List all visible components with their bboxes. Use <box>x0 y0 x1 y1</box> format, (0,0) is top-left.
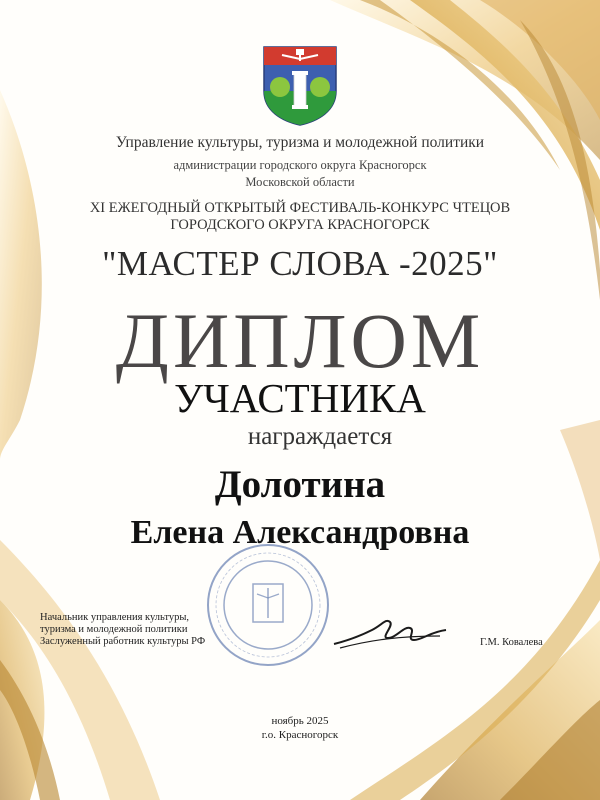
diploma-subtitle: УЧАСТНИКА <box>174 375 426 421</box>
official-stamp-icon <box>205 542 331 668</box>
signature-icon <box>330 600 450 660</box>
contest-title: "МАСТЕР СЛОВА -2025" <box>102 244 498 283</box>
recipient-surname: Долотина <box>214 463 386 506</box>
recipient-name: Елена Александровна <box>130 514 470 551</box>
signatory-position-line2: туризма и молодежной политики <box>40 624 188 635</box>
region-name: Московской области <box>245 175 355 189</box>
coat-of-arms-icon <box>262 45 338 127</box>
department-name: Управление культуры, туризма и молодежной политики <box>115 134 485 151</box>
diploma-title: ДИПЛОМ <box>115 297 485 384</box>
issue-city: г.о. Красногорск <box>261 729 339 741</box>
signatory-position <box>40 612 205 648</box>
festival-title-line2: ГОРОДСКОГО ОКРУГА КРАСНОГОРСК <box>170 217 430 233</box>
signatory-position-line1: Начальник управления культуры, <box>40 612 190 623</box>
awarded-text: награждается <box>247 423 393 450</box>
festival-title-line1: XI ЕЖЕГОДНЫЙ ОТКРЫТЫЙ ФЕСТИВАЛЬ-КОНКУРС ЧТЕЦОВ <box>89 200 511 216</box>
signatory-name: Г.М. Ковалева <box>480 637 543 648</box>
signatory-position-line3: Заслуженный работник культуры РФ <box>40 636 206 647</box>
administration-name: администрации городского округа Красногорск <box>173 158 427 172</box>
issue-date: ноябрь 2025 <box>271 715 329 727</box>
